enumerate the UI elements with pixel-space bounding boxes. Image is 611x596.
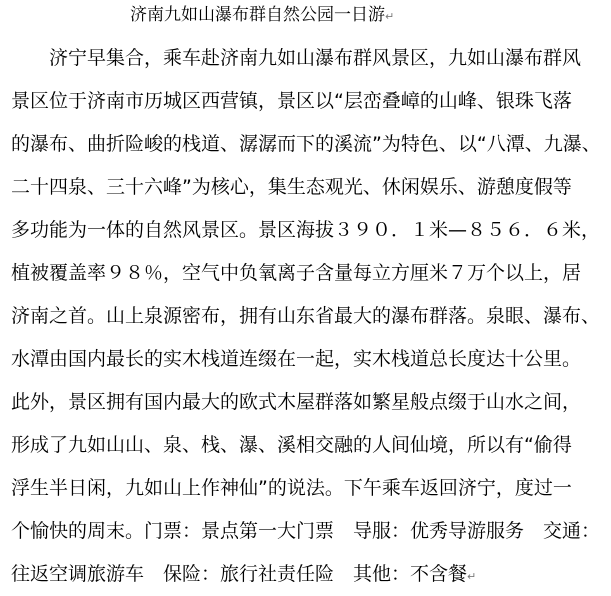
body-line: 济南之首。山上泉源密布，拥有山东省最大的瀑布群落。泉眼、瀑布、 [11, 305, 601, 327]
body-line: 此外，景区拥有国内最大的欧式木屋群落如繁星般点缀于山水之间， [11, 391, 582, 413]
body-line: 的瀑布、曲折险峻的栈道、潺潺而下的溪流”为特色、以“八潭、九瀑、 [11, 133, 601, 155]
body-line: 景区位于济南市历城区西营镇，景区以“层峦叠嶂的山峰、银珠飞落 [11, 90, 572, 112]
body-line: 水潭由国内最长的实木栈道连缀在一起，实木栈道总长度达十公里。 [11, 348, 582, 370]
title-text: 济南九如山瀑布群自然公园一日游 [130, 5, 385, 25]
body-line: 个愉快的周末。门票：景点第一大门票 导服：优秀导游服务 交通： [11, 520, 601, 542]
document-body [11, 37, 605, 596]
document-title [130, 4, 394, 28]
body-line: 济宁早集合，乘车赴济南九如山瀑布群风景区，九如山瀑布群风 [11, 47, 582, 69]
body-line: 浮生半日闲，九如山上作神仙”的说法。下午乘车返回济宁，度过一 [11, 477, 572, 499]
body-line: 多功能为一体的自然风景区。景区海拔３９０．１米—８５６．６米， [11, 219, 601, 241]
paragraph-mark-icon: ↵ [385, 10, 395, 23]
body-line: 形成了九如山山、泉、栈、瀑、溪相交融的人间仙境，所以有“偷得 [11, 434, 572, 456]
body-line: 二十四泉、三十六峰”为核心，集生态观光、休闲娱乐、游憩度假等 [11, 176, 572, 198]
last-line-text: 往返空调旅游车 保险：旅行社责任险 其他：不含餐 [11, 563, 468, 585]
paragraph-mark-icon: ↵ [467, 570, 477, 583]
body-line: 植被覆盖率９８％，空气中负氧离子含量每立方厘米７万个以上，居 [11, 262, 582, 284]
body-line-last [11, 553, 605, 596]
